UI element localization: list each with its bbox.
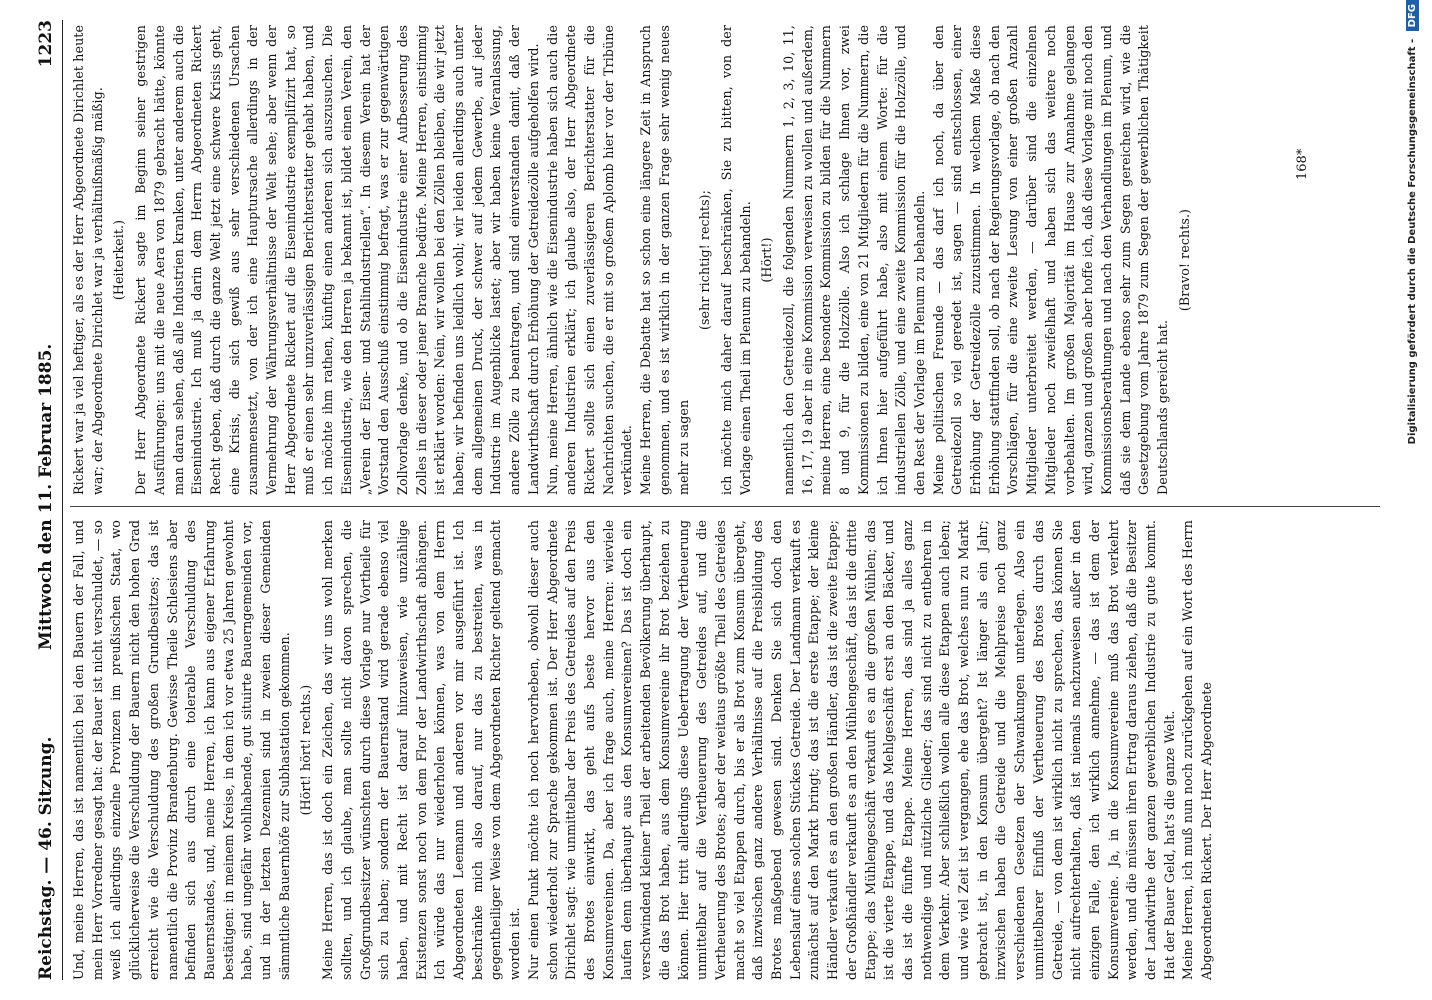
dfg-credit xyxy=(1406,0,1432,1000)
paragraph: Meine Herren, die Debatte hat so schon eine längere Zeit in Anspruch genommen, und es ist wirklich in der ganzen Frage sehr wenig neues mehr zu sagen xyxy=(638,25,691,495)
interjection: (Hört! hört! rechts.) xyxy=(298,684,314,816)
paragraph: Und, meine Herren, das ist namentlich bei den Bauern der Fall, und mein Herr Vorredner gesagt hat: der Bauer ist nicht verschuldet, — so weiß ich allerdings einzelne Provinzen im preußischen Staat, wo glücklicherweise die Verschuldung der Bauern nicht den hohen Grad erreicht wie die Verschuldung des großen Grundbesitzes; das ist namentlich die Provinz Brandenburg. Gewisse Theile Schlesiens aber befinden sich aus durch eine tolerable Verschuldung des Bauernstandes, und, meine Herren, ich kann aus eigener Erfahrung bestätigen: in meinem Kreise, in dem ich vor etwa 25 Jahren gewohnt habe, sind ungefähr wohlhabende, gut situirte Bauerngemeinden vor, und in der letzten Dezennien sind in zweien dieser Gemeinden sämmtliche Bauernhöfe zur Subhastation gekommen. xyxy=(71,520,292,980)
dfg-credit-text: Digitalisierung gefördert durch die Deutsche Forschungsgemeinschaft - xyxy=(1407,38,1418,445)
interjection: (sehr richtig! rechts); xyxy=(697,190,713,331)
paragraph: Der Herr Abgeordnete Rickert sagte im Beginn seiner gestrigen Ausführungen: uns mit die neue Aera von 1879 gebracht hätte, könnte man daran sehen, daß alle Industrien kranken, unter anderem auch die Eisenindustrie. Ich muß ja darin dem Herrn Abgeordneten Rickert Recht geben, daß durch die ganze Welt jetzt eine schwere Krisis geht, eine Krisis, die sich gewiß aus sehr verschiedenen Ursachen zusammensetzt, von der ich eine Hauptursache allerdings in der Vermehrung der Währungsverhältnisse der Welt sehe; aber wenn der Herr Abgeordnete Rickert auf die Eisenindustrie exemplifizirt hat, so muß er einen sehr unzuverlässigen Berichterstatter gehabt haben, und ich möchte ihm rathen, künftig einen anderen sich auszusuchen. Die Eisenindustrie, wie den Herren ja bekannt ist, bildet einen Verein, den „Verein der Eisen- und Stahlindustriellen“. In diesem Verein hat der Vorstand den Ausschuß einstimmig befragt, was er zur gegenwärtigen Zollvorlage denke, und ob die Eisenindustrie einer Aufbesserung des Zolles in dieser oder jener Branche bedürfe. Meine Herren, einstimmig ist erklärt worden: Nein, wir wollen bei den Zöllen bleiben, die wir jetzt haben; wir befinden uns leidlich wohl; wir leiden allerdings auch unter dem allgemeinen Druck, der schwer auf jedem Gewerbe, auf jeder Industrie im Augenblicke lastet; aber wir haben keine Veranlassung, andere Zölle zu beantragen, und sind einverstanden damit, daß der Landwirthschaft durch Erhöhung der Getreidezölle aufgeholfen wird. xyxy=(133,25,541,495)
right-column xyxy=(70,25,1370,495)
left-column xyxy=(70,520,1370,980)
interjection: (Hört!) xyxy=(759,237,775,283)
paragraph: Meine Herren, ich muß nun noch zurückgehen auf ein Wort des Herrn Abgeordneten Rickert. Der Herr Abgeordnete xyxy=(1180,520,1215,980)
paragraph: Meine politischen Freunde — das darf ich noch, da über den Getreidezoll so viel geredet ist, sagen — sind entschlossen, einer Erhöhung der Getreidezölle zuzustimmen. In welchem Maße diese Erhöhung stattfinden soll, ob nach der Regierungsvorlage, ob nach den Vorschlägen, für die eine zweite Lesung von einer großen Anzahl Mitglieder unterbreitet werden, — darüber sind die einzelnen Mitglieder noch zweifelhaft und haben sich das weitere noch vorbehalten. Im großen Majorität im Hause zur Annahme gelangen wird, ganzen und großen aber hoffe ich, daß diese Vorlage mit noch den Kommissionsberathungen und nach den Verhandlungen im Plenum, und daß sie dem Lande ebenso sehr zum Segen gereichen wird, wie die Gesetzgebung vom Jahre 1879 zum Segen der gewerblichen Thätigkeit Deutschlands gereicht hat. xyxy=(930,25,1171,495)
header-page-number: 1223 xyxy=(36,20,56,68)
paragraph: ich möchte mich daher darauf beschränken, Sie zu bitten, von der Vorlage einen Theil im Plenum zu behandeln. xyxy=(718,25,753,495)
column-divider xyxy=(70,506,1380,507)
paragraph: Nun, meine Herren, ähnlich wie die Eisenindustrie haben sich auch die anderen Industrien erklärt; ich glaube also, der Herr Abgeordnete Rickert sollte sich einen zuverlässigeren Berichterstatter für die Nachrichten suchen, die er mit so großem Aplomb hier vor der Tribüne verkündet. xyxy=(544,25,635,495)
dfg-logo: DFG xyxy=(1406,0,1419,31)
paragraph: namentlich den Getreidezoll, die folgenden Nummern 1, 2, 3, 10, 11, 16, 17, 19 aber in eine Kommission verweisen zu wollen und außerdem, meine Herren, eine besondere Kommission zu bilden für die Nummern 8 und 9, für die Holzzölle. Also ich schlage Ihnen vor, zwei Kommissionen zu bilden, eine von 21 Mitgliedern für die Nummern, die ich Ihnen hier aufgeführt habe, also mit einem Worte: für die industriellen Zölle, und eine zweite Kommission für die Holzzölle, und den Rest der Vorlage im Plenum zu behandeln. xyxy=(781,25,927,495)
dfg-credit-strip xyxy=(1400,0,1432,1000)
interjection: (Bravo! rechts.) xyxy=(1176,208,1192,312)
paragraph: Meine Herren, das ist doch ein Zeichen, das wir uns wohl merken sollten, und ich glaube, man sollte nicht davon sprechen, die Großgrundbesitzer wünschten durch diese Vorlage nur Vortheile für sich zu haben; sondern der Bauernstand wird gerade ebenso viel haben, und mit Recht ist darauf hinzuweisen, wie unzählige Existenzen sonst noch von dem Flor der Landwirthschaft abhängen. Ich würde das nur wiederholen können, was von dem Herrn Abgeordneten Leemann und anderen vor mir ausgeführt ist. Ich beschränke mich also darauf, nur das zu bestreiten, was in gegentheiliger Weise von dem Abgeordneten Richter geltend gemacht worden ist. xyxy=(320,520,523,980)
interjection: (Heiterkeit.) xyxy=(111,219,127,301)
sheet-number: 168* xyxy=(1295,148,1310,180)
header-left: Reichstag. — 46. Sitzung. xyxy=(36,736,56,980)
paragraph: Rickert war ja viel heftiger, als es der Herr Abgeordnete Dirichlet heute war; der Abgeordnete Dirichlet war ja verhältnißmäßig mäßig. xyxy=(71,25,105,495)
paragraph: Nur einen Punkt möchte ich noch hervorheben, obwohl dieser auch schon wiederholt zur Sprache gekommen ist. Der Herr Abgeordnete Dirichlet sagt: wie unmittelbar der Preis des Getreides auf den Preis des Brotes einwirkt, das geht aufs beste hervor aus den Konsumvereinen. Da, aber ich frage auch, meine Herren: wieviele laufen denn überhaupt aus den Konsumvereinen? Das ist doch ein verschwindend kleiner Theil der arbeitenden Bevölkerung überhaupt, die das Brot haben, aus dem Konsumvereine ihr Brot beziehen zu können. Hier tritt allerdings diese Uebertragung der Vertheuerung unmittelbar auf die Vertheuerung des Getreides auf, und die Vertheuerung des Brotes; aber der weitaus größte Theil des Getreides macht so viel Etappen durch, bis er als Brot zum Konsum übergeht, daß inzwischen ganz andere Verhältnisse auf die Preisbildung des Brotes maßgebend gewesen sind. Denken Sie sich doch den Lebenslauf eines solchen Stückes Getreide. Der Landmann verkauft es zunächst auf den Markt bringt; das ist die erste Etappe; der kleine Händler verkauft es an den großen Händler, das ist die zweite Etappe; der Großhändler verkauft es an den Mühlengeschäft, das ist die dritte Etappe; das Mühlengeschäft verkauft es an die großen Mühlen; das ist die vierte Etappe, und das Mehlgeschäft erst an den Bäcker, und das ist die fünfte Etappe. Meine Herren, das sind ja alles ganz nothwendige und nützliche Glieder; das sind nicht zu entbehren in dem Verkehr. Aber schließlich wollen alle diese Etappen auch leben; und wie viel Zeit ist vergangen, ehe das Brot, welches nun zu Markt gebracht ist, in den Konsum übergeht? Ist länger als ein Jahr; inzwischen haben die Getreide und die Mehlpreise noch ganz verschiedenen Gesetzen der Schwankungen unterlegen. Also ein unmittelbarer Einfluß der Vertheuerung des Brotes durch das Getreide, — von dem ist wirklich nicht zu sprechen, das können Sie nicht aufrechterhalten, daß ist niemals nachzuweisen außer in den einzigen Falle, den ich wirklich annehme, — das ist dem der Konsumvereine. Ja, in die Konsumvereine muß das Brot verkehrt werden, und die müssen ihren Ertrag daraus ziehen, daß die Besitzer der Landwirthe der ganzen gewerblichen Industrie zu gute kommt. Hat der Bauer Geld, hat's die ganze Welt. xyxy=(525,519,1177,980)
page-header xyxy=(30,20,63,980)
header-date: Mittwoch den 11. Februar 1885. xyxy=(36,343,56,650)
